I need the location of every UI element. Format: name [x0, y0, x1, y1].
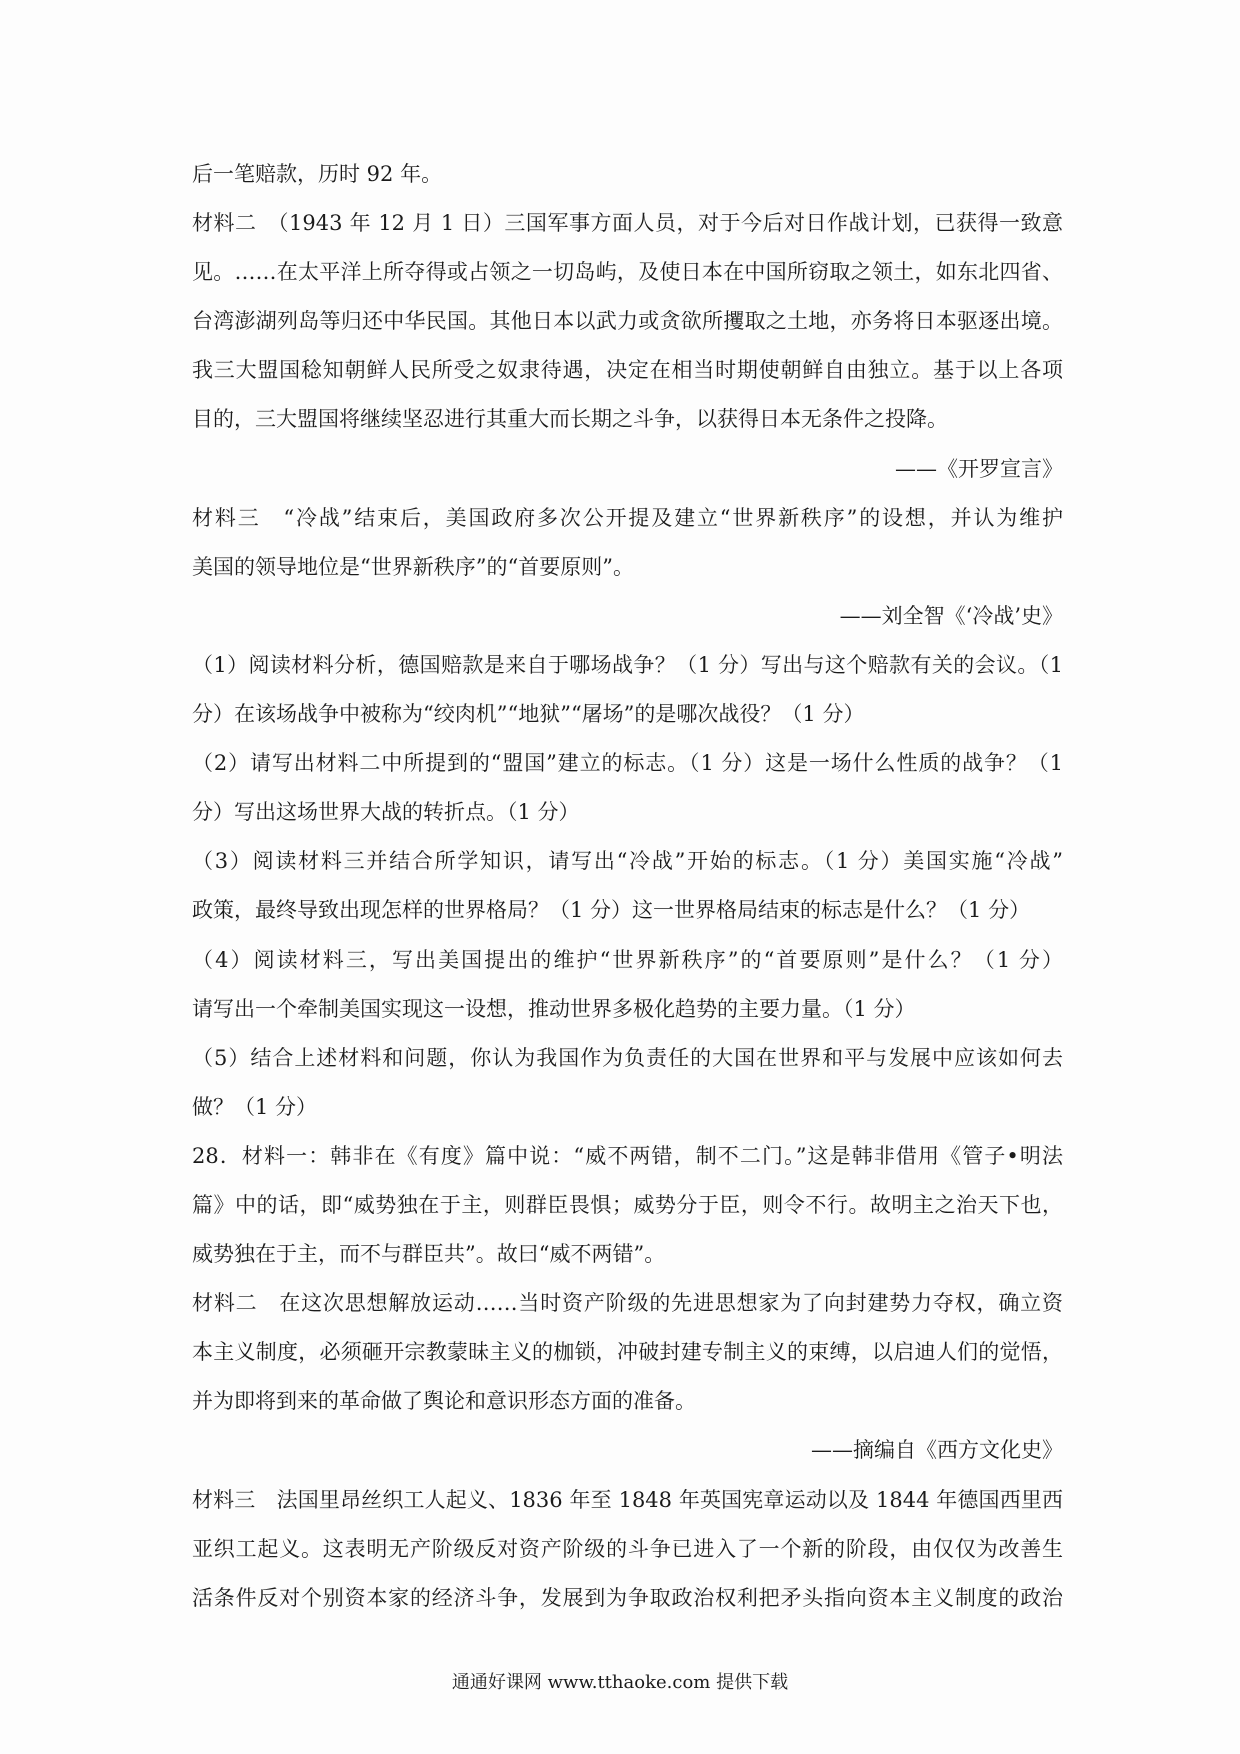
- q27-question-5: [192, 1034, 1063, 1132]
- text-line: 材料三 法国里昂丝织工人起义、1836 年至 1848 年英国宪章运动以及 1844 年德国西里西: [192, 1487, 1063, 1512]
- q27-material-2-source: ——《开罗宣言》: [895, 456, 1063, 481]
- q27-question-1: [192, 641, 1063, 739]
- text-line: 28．材料一：韩非在《有度》篇中说：“威不两错，制不二门。”这是韩非借用《管子•明法: [192, 1143, 1063, 1168]
- q27-question-3: [192, 837, 1063, 935]
- q27-material-3-source: ——刘全智《‘冷战’史》: [839, 603, 1063, 628]
- q28-material-2-source: ——摘编自《西方文化史》: [811, 1438, 1063, 1463]
- q28-material-3: [192, 1476, 1063, 1623]
- text-line: 政策，最终导致出现怎样的世界格局？（1 分）这一世界格局结束的标志是什么？（1 分）: [192, 898, 1031, 923]
- text-line: 后一笔赔款，历时 92 年。: [192, 162, 443, 186]
- text-line: 材料二 （1943 年 12 月 1 日）三国军事方面人员，对于今后对日作战计划，已获得一致意: [192, 211, 1063, 236]
- q27-question-4: [192, 936, 1063, 1034]
- footer-download-note: 通通好课网 www.tthaoke.com 提供下载: [451, 1672, 789, 1693]
- text-line: （3）阅读材料三并结合所学知识，请写出“冷战”开始的标志。（1 分）美国实施“冷战”: [192, 849, 1063, 874]
- text-line: （2）请写出材料二中所提到的“盟国”建立的标志。（1 分）这是一场什么性质的战争？（1: [192, 751, 1063, 776]
- text-line: 美国的领导地位是“世界新秩序”的“首要原则”。: [192, 554, 634, 579]
- exam-text-body: [192, 150, 1063, 1623]
- text-line: 见。……在太平洋上所夺得或占领之一切岛屿，及使日本在中国所窃取之领土，如东北四省、: [192, 260, 1063, 285]
- q27-material-3: [192, 494, 1063, 641]
- q28-material-2: [192, 1279, 1063, 1475]
- text-line: （5）结合上述材料和问题，你认为我国作为负责任的大国在世界和平与发展中应该如何去: [192, 1045, 1063, 1070]
- q27-material-2: [192, 199, 1063, 494]
- text-line: 亚织工起义。这表明无产阶级反对资产阶级的斗争已进入了一个新的阶段，由仅仅为改善生: [192, 1536, 1063, 1561]
- text-line: 材料三 “冷战”结束后，美国政府多次公开提及建立“世界新秩序”的设想，并认为维护: [192, 505, 1063, 530]
- text-line: （1）阅读材料分析，德国赔款是来自于哪场战争？（1 分）写出与这个赔款有关的会议。（1: [192, 652, 1063, 677]
- text-line: 活条件反对个别资本家的经济斗争，发展到为争取政治权利把矛头指向资本主义制度的政治: [192, 1585, 1063, 1610]
- text-line: 分）写出这场世界大战的转折点。（1 分）: [192, 800, 580, 825]
- text-line: 分）在该场战争中被称为“绞肉机”“地狱”“屠场”的是哪次战役？（1 分）: [192, 702, 865, 727]
- q27-material-1-tail: [192, 150, 1063, 199]
- q27-question-2: [192, 739, 1063, 837]
- text-line: 篇》中的话，即“威势独在于主，则群臣畏惧；威势分于臣，则令不行。故明主之治天下也，: [192, 1192, 1063, 1217]
- text-line: 本主义制度，必须砸开宗教蒙昧主义的枷锁，冲破封建专制主义的束缚，以启迪人们的觉悟，: [192, 1340, 1063, 1365]
- text-line: 我三大盟国稔知朝鲜人民所受之奴隶待遇，决定在相当时期使朝鲜自由独立。基于以上各项: [192, 358, 1063, 383]
- text-line: 威势独在于主，而不与群臣共”。故曰“威不两错”。: [192, 1242, 666, 1267]
- text-line: 请写出一个牵制美国实现这一设想，推动世界多极化趋势的主要力量。（1 分）: [192, 996, 916, 1021]
- text-line: 做？（1 分）: [192, 1094, 318, 1119]
- text-line: 并为即将到来的革命做了舆论和意识形态方面的准备。: [192, 1389, 696, 1414]
- text-line: 材料二 在这次思想解放运动……当时资产阶级的先进思想家为了向封建势力夺权，确立资: [192, 1291, 1063, 1316]
- text-line: 目的，三大盟国将继续坚忍进行其重大而长期之斗争，以获得日本无条件之投降。: [192, 407, 948, 432]
- text-line: 台湾澎湖列岛等归还中华民国。其他日本以武力或贪欲所攫取之土地，亦务将日本驱逐出境。: [192, 309, 1063, 334]
- text-line: （4）阅读材料三，写出美国提出的维护“世界新秩序”的“首要原则”是什么？（1 分）: [192, 947, 1063, 972]
- q28-material-1: [192, 1132, 1063, 1279]
